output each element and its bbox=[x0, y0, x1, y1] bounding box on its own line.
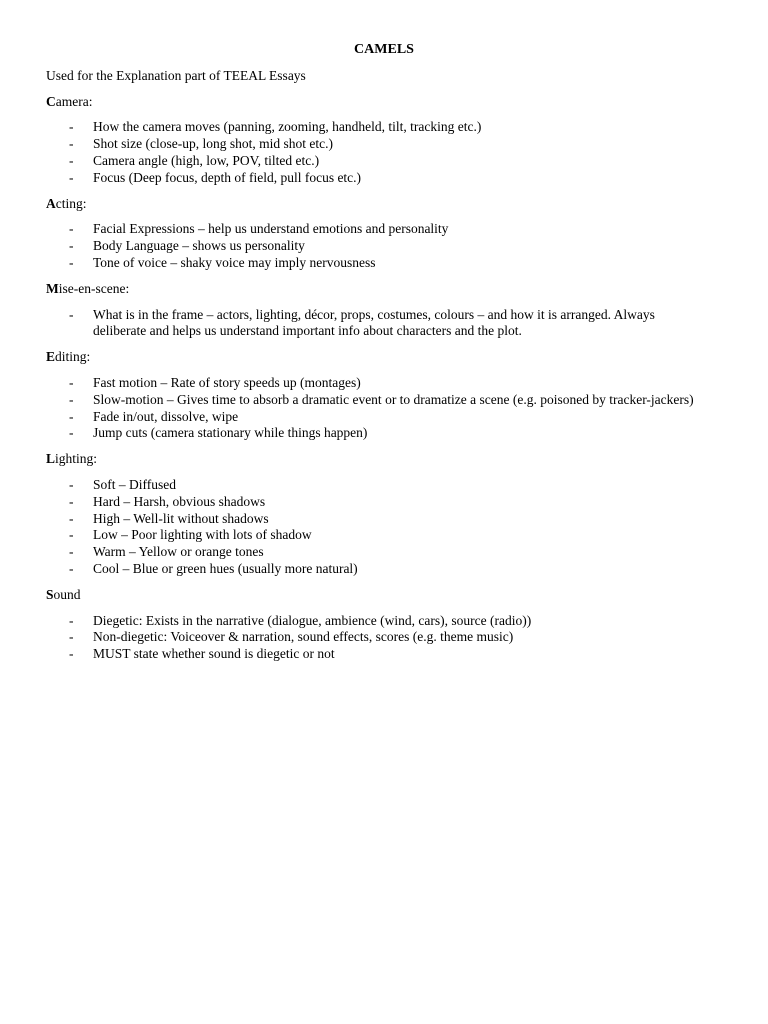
section-list bbox=[46, 119, 698, 186]
list-item-text: Cool – Blue or green hues (usually more natural) bbox=[93, 560, 358, 576]
list-item bbox=[46, 544, 698, 561]
section-list bbox=[46, 477, 698, 578]
list-bullet: - bbox=[69, 510, 74, 526]
list-bullet: - bbox=[69, 408, 74, 424]
list-bullet: - bbox=[69, 221, 74, 237]
section-heading-rest: ighting: bbox=[55, 451, 98, 467]
section-heading-initial: S bbox=[46, 586, 54, 602]
list-item-text: Diegetic: Exists in the narrative (dialogue, ambience (wind, cars), source (radio)) bbox=[93, 612, 532, 628]
list-item-text: Non-diegetic: Voiceover & narration, sound effects, scores (e.g. theme music) bbox=[93, 629, 514, 645]
list-bullet: - bbox=[69, 254, 74, 270]
section-heading-rest: ound bbox=[53, 586, 81, 602]
section-list bbox=[46, 613, 698, 663]
list-item bbox=[46, 238, 698, 255]
section-heading-initial: E bbox=[46, 349, 56, 365]
section-heading bbox=[46, 94, 698, 111]
section-list bbox=[46, 375, 698, 442]
list-item-text: How the camera moves (panning, zooming, handheld, tilt, tracking etc.) bbox=[93, 119, 482, 135]
document-intro: Used for the Explanation part of TEEAL Essays bbox=[46, 67, 306, 83]
section-heading bbox=[46, 451, 698, 468]
list-item bbox=[46, 170, 698, 187]
list-item-text: Low – Poor lighting with lots of shadow bbox=[93, 527, 312, 543]
list-item-text: Body Language – shows us personality bbox=[93, 238, 305, 254]
document-title: CAMELS bbox=[354, 42, 414, 57]
list-item-text: Tone of voice – shaky voice may imply nervousness bbox=[93, 254, 376, 270]
list-bullet: - bbox=[69, 391, 74, 407]
list-item bbox=[46, 307, 698, 341]
section-heading bbox=[46, 587, 698, 604]
list-bullet: - bbox=[69, 544, 74, 560]
list-bullet: - bbox=[69, 306, 74, 322]
list-item bbox=[46, 629, 698, 646]
section bbox=[46, 196, 698, 272]
section-heading bbox=[46, 196, 698, 213]
list-item-text: High – Well-lit without shadows bbox=[93, 510, 269, 526]
list-item bbox=[46, 511, 698, 528]
list-item bbox=[46, 425, 698, 442]
section-heading-rest: amera: bbox=[55, 93, 93, 109]
list-bullet: - bbox=[69, 169, 74, 185]
section bbox=[46, 587, 698, 663]
list-item-text: What is in the frame – actors, lighting, décor, props, costumes, colours – and how it is arranged. Always deliberate and helps us understand important info about characters and the plot. bbox=[93, 306, 655, 339]
list-item bbox=[46, 494, 698, 511]
section bbox=[46, 94, 698, 187]
list-bullet: - bbox=[69, 560, 74, 576]
section-heading-rest: cting: bbox=[55, 195, 87, 211]
list-item-text: Jump cuts (camera stationary while things happen) bbox=[93, 425, 368, 441]
section-heading-rest: diting: bbox=[55, 349, 91, 365]
list-item bbox=[46, 136, 698, 153]
section-list bbox=[46, 221, 698, 271]
sections-container bbox=[46, 94, 698, 663]
list-item bbox=[46, 477, 698, 494]
section-list bbox=[46, 307, 698, 341]
section-heading bbox=[46, 281, 698, 298]
list-item bbox=[46, 255, 698, 272]
list-bullet: - bbox=[69, 612, 74, 628]
list-item-text: Soft – Diffused bbox=[93, 476, 176, 492]
section bbox=[46, 349, 698, 442]
list-item-text: Shot size (close-up, long shot, mid shot etc.) bbox=[93, 136, 333, 152]
list-bullet: - bbox=[69, 476, 74, 492]
section-heading-initial: A bbox=[46, 195, 56, 211]
list-item bbox=[46, 646, 698, 663]
list-bullet: - bbox=[69, 629, 74, 645]
list-item bbox=[46, 221, 698, 238]
list-item-text: Slow-motion – Gives time to absorb a dramatic event or to dramatize a scene (e.g. poisoned by tracker-jackers) bbox=[93, 391, 694, 407]
list-bullet: - bbox=[69, 527, 74, 543]
list-bullet: - bbox=[69, 119, 74, 135]
list-item-text: Fade in/out, dissolve, wipe bbox=[93, 408, 239, 424]
section bbox=[46, 281, 698, 340]
section-heading-initial: C bbox=[46, 93, 56, 109]
list-item bbox=[46, 153, 698, 170]
list-bullet: - bbox=[69, 646, 74, 662]
list-bullet: - bbox=[69, 238, 74, 254]
list-item bbox=[46, 561, 698, 578]
list-item-text: MUST state whether sound is diegetic or not bbox=[93, 646, 335, 662]
list-item bbox=[46, 527, 698, 544]
list-bullet: - bbox=[69, 136, 74, 152]
list-item-text: Focus (Deep focus, depth of field, pull focus etc.) bbox=[93, 169, 362, 185]
list-item bbox=[46, 375, 698, 392]
list-bullet: - bbox=[69, 374, 74, 390]
section bbox=[46, 451, 698, 578]
list-bullet: - bbox=[69, 425, 74, 441]
section-heading bbox=[46, 349, 698, 366]
list-item-text: Facial Expressions – help us understand emotions and personality bbox=[93, 221, 449, 237]
section-heading-initial: M bbox=[46, 280, 59, 296]
list-item-text: Warm – Yellow or orange tones bbox=[93, 544, 264, 560]
list-item bbox=[46, 409, 698, 426]
list-bullet: - bbox=[69, 493, 74, 509]
list-item bbox=[46, 613, 698, 630]
list-bullet: - bbox=[69, 152, 74, 168]
list-item-text: Fast motion – Rate of story speeds up (montages) bbox=[93, 374, 361, 390]
list-item bbox=[46, 119, 698, 136]
list-item-text: Hard – Harsh, obvious shadows bbox=[93, 493, 266, 509]
section-heading-rest: ise-en-scene: bbox=[58, 280, 130, 296]
list-item bbox=[46, 392, 698, 409]
section-heading-initial: L bbox=[46, 451, 56, 467]
list-item-text: Camera angle (high, low, POV, tilted etc.) bbox=[93, 152, 320, 168]
